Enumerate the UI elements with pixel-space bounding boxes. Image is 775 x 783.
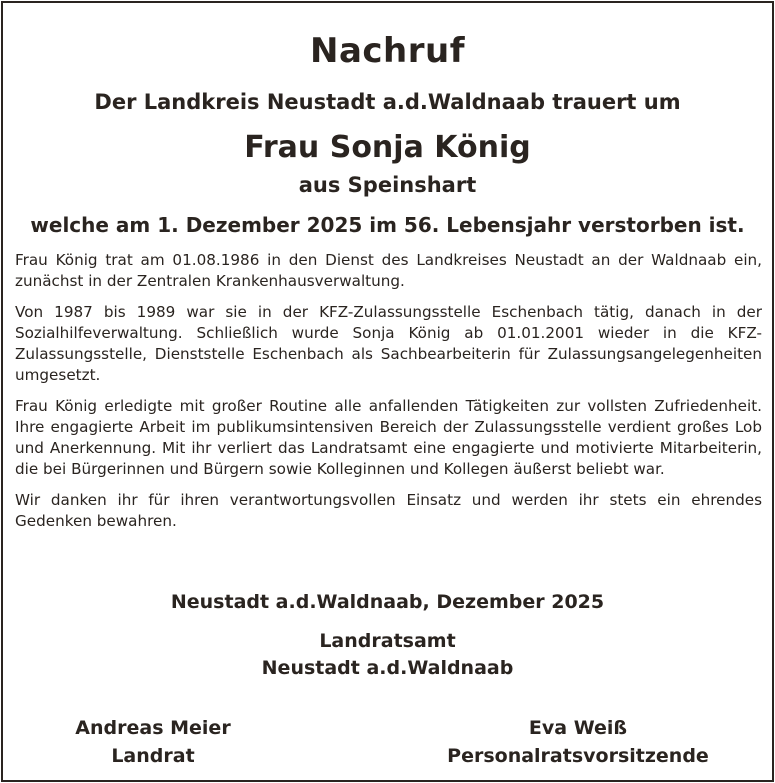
organization-line-2: Neustadt a.d.Waldnaab — [261, 657, 514, 679]
page-title: Nachruf — [309, 31, 466, 71]
deceased-name: Frau Sonja König — [244, 130, 531, 165]
obituary-body — [15, 250, 762, 542]
place-date: Neustadt a.d.Waldnaab, Dezember 2025 — [170, 591, 605, 613]
deceased-origin: aus Speinshart — [298, 173, 477, 197]
obituary-notice — [1, 1, 774, 782]
signatory-role: Landrat — [111, 745, 195, 767]
body-paragraph: Frau König trat am 01.08.1986 in den Dienst des Landkreises Neustadt an der Waldnaab ein, zunächst in der Zentralen Krankenhausverwaltung. — [15, 251, 762, 290]
signatory-role: Personalratsvorsitzende — [447, 745, 709, 767]
signatory-left — [53, 714, 253, 770]
body-paragraph: Frau König erledigte mit großer Routine alle anfallenden Tätigkeiten zur vollsten Zufriedenheit. Ihre engagierte Arbeit im publikumsintensiven Bereich der Zulassungsstelle verdient großes Lob und Anerkennung. Mit ihr verliert das Landratsamt eine engagierte und motivierte Mitarbeiterin, die bei Bürgerinnen und Bürgern sowie Kolleginnen und Kollegen äußerst beliebt war. — [15, 397, 762, 478]
body-paragraph: Wir danken ihr für ihren verantwortungsvollen Einsatz und werden ihr stets ein ehrendes Gedenken bewahren. — [15, 491, 762, 530]
body-paragraph: Von 1987 bis 1989 war sie in der KFZ-Zulassungsstelle Eschenbach tätig, danach in der Sozialhilfeverwaltung. Schließlich wurde Sonja König ab 01.01.2001 wieder in die KFZ-Zulassungsstelle, Dienststelle Eschenbach als Sachbearbeiterin für Zulassungsangelegenheiten umgesetzt. — [15, 303, 762, 384]
intro-line: Der Landkreis Neustadt a.d.Waldnaab trauert um — [94, 90, 681, 114]
signatory-name: Andreas Meier — [75, 717, 231, 739]
signatory-right — [403, 714, 753, 770]
death-line: welche am 1. Dezember 2025 im 56. Lebensjahr verstorben ist. — [30, 213, 745, 237]
signatory-name: Eva Weiß — [528, 717, 628, 739]
organization-line-1: Landratsamt — [319, 630, 456, 652]
